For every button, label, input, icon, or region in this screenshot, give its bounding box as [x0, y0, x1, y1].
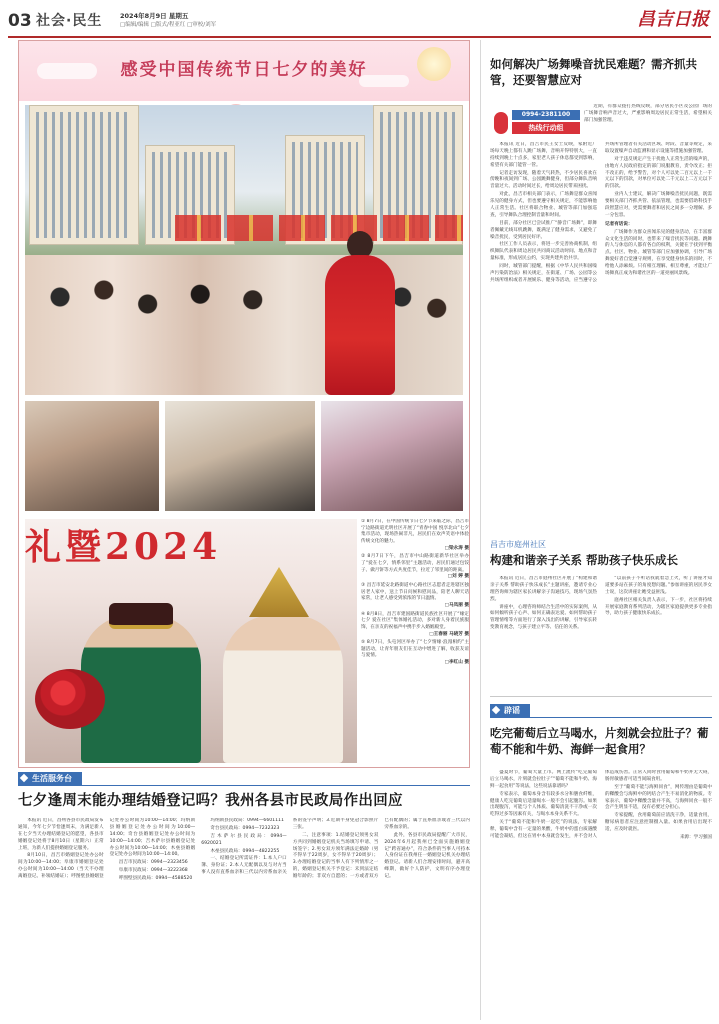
bouquet: [35, 669, 105, 729]
section-tag-label: 辟谣: [490, 704, 530, 717]
hotline-label: 热线行动组: [512, 122, 580, 134]
hotline-badge: [490, 104, 582, 138]
phone-icon: [494, 112, 508, 134]
phone-line: 呼图壁县民政局：0994—4588520: [118, 876, 193, 882]
paragraph: 本报讯 近日，昌州各县市民政局发布通知，今年七夕节恰逢周末，为满足新人在七夕当天办理结婚登记的愿望，各县市婚姻登记处将于8月10日（星期六）正常上班，为新人们提供婚姻登记服务。: [18, 818, 104, 851]
spread-banner: [19, 41, 469, 101]
paragraph: 对此，昌吉市相关部门表示，广场舞是群众喜闻乐见的健身方式，但也要遵守相关规定，不能影响他人正常生活。社区将联合物业、城管等部门加强巡查，引导舞队合理控制音量和时间。: [490, 192, 597, 218]
phone-line: 阜康市民政局：0994—3222368: [118, 868, 188, 874]
bride: [223, 615, 343, 763]
phone-line: 玛纳斯县民政局：0994—6601111: [210, 818, 284, 823]
groom-hat: [109, 603, 173, 629]
caption-4: ④ 8月8日，昌吉市建国路街道民族社区开展了“缘定七夕 爱在社区”集体婚礼活动，多对新人身着民族服饰，在亲友的祝福声中携手步入婚姻殿堂。 □王春丽 马晓芳 摄: [361, 611, 469, 637]
section-tag-services: [18, 772, 470, 786]
wedding-backdrop-text: 礼暨2024: [25, 526, 222, 568]
divider: [490, 696, 712, 697]
paragraph: 记者走访发现，随着天气转热，不少居民喜欢在傍晚和夜间到广场、公园跳舞健身，但部分舞队音响音量过大、活动时间过长，给周边居民带来困扰。: [490, 170, 597, 190]
photo-dumpling-activity: [25, 401, 159, 511]
paragraph: 社区工作人员表示，将进一步完善协商机制，组织舞队代表和周边居民共同商议活动时间、地点和音量标准，形成居民公约，实现共建共治共享。: [490, 242, 597, 262]
paragraph: 本报讯 近日，昌吉市民王女士反映，家附近广场每天晚上都有人跳广场舞，音响开得特别大，一直持续到晚上十点多，家里老人孩子休息都受到影响，希望有关部门能管一管。: [490, 142, 597, 168]
paragraph: 对于违反规定产生干扰他人正常生活的噪声的，由地方人民政府指定的部门说服教育，责令改正；拒不改正的，给予警告，对个人可以处二百元以上一千元以下的罚款，对单位可以处二千元以上二万元以下的罚款。: [605, 156, 712, 190]
photo-festival-women: [321, 401, 463, 511]
caption-5: ⑤ 8月7日，头屯河区举办了“七夕情缘·浪漫相约”主题活动，让青年朋友们在互动中增进了解，收获友谊与爱情。 □李红山 摄: [361, 640, 469, 666]
page-header: [8, 4, 711, 38]
source-credit: 来源：学习强国: [679, 835, 712, 841]
phone-line: 木垒县民政局：0994—4822255: [210, 848, 280, 854]
photo-elderly-visit: [165, 401, 315, 511]
article3-body: [490, 770, 712, 1012]
paragraph: 二、注意事项：1.结婚登记须男女双方共同到婚姻登记机关当场填写申请、当场签字；2.男女双方须年满法定婚龄（男不得早于22周岁，女不得早于20周岁）；3.办理结婚登记的当事人有下列情形之一的，婚姻登记机关不予登记：未到法定结婚年龄的；非双方自愿的；一方或者双方已有配偶的；属于直系血亲或者三代以内旁系血亲的。: [292, 818, 470, 880]
section-tag-label: 生活服务台: [18, 772, 82, 785]
dancer-red-dress: [325, 255, 395, 395]
building: [29, 105, 139, 245]
paragraph: 目前，部分社区已尝试推广“静音广场舞”，即舞者佩戴无线耳机跳舞，既满足了健身需求，又避免了噪音扰民，受到居民好评。: [490, 220, 597, 240]
phone-line: 昌吉市民政局：0994—2323456: [118, 860, 188, 866]
page-number: 03: [8, 11, 32, 31]
caption-3: ③ 昌吉市延安北路街道中心路社区志愿者走进辖区独居老人家中，送上节日问候和慰问品，陪老人聊天话家常，让老人感受到浓浓的节日温情。 □马凤丽 摄: [361, 582, 469, 608]
paragraph: 盛夏时节，葡萄大量上市。网上流传“吃完葡萄后立马喝水，片刻就会拉肚子”“葡萄不能和牛奶、海鲜一起食用”等说法，这些说法靠谱吗？: [490, 770, 597, 789]
paragraph: 专家提醒，食用葡萄前应清洗干净，适量食用，糖尿病患者应注意控制摄入量。如果食用后出现不适，应及时就医。: [605, 813, 712, 833]
reporter-note-label: 记者有话说：: [605, 221, 633, 227]
photo-group-wedding: [25, 519, 357, 763]
photo-spread: [18, 40, 470, 768]
editor-credits: □编辑/编辑 □版式/程亚红 □审校/刘军: [120, 22, 217, 28]
photo-square-dance: [25, 105, 463, 395]
phone-line: 奇台县民政局：0994—7232323: [210, 825, 280, 831]
article2-kicker: 昌吉市庭州社区: [490, 540, 546, 549]
column-divider: [480, 40, 481, 1020]
issue-date: 2024年8月9日 星期五: [120, 12, 189, 20]
paragraph: 广场舞作为群众喜闻乐见的健身活动，在丰富群众文化生活的同时，也带来了噪音扰民等问题。跳舞的人与休息的人都有各自的权利，关键在于找到平衡点。社区、物业、城管等部门应加强协调，引导广场舞爱好者自觉遵守规则，在享受健身快乐的同时，不给他人添麻烦。只有相互理解、相互尊重，才能让广场舞真正成为和谐社区的一道亮丽风景线。: [605, 229, 712, 277]
paragraph: 一、结婚登记所需证件：1.本人户口簿、身份证；2.本人无配偶以及与对方当事人没有直系血亲和三代以内旁系血亲关系的签字声明；3.近期半身免冠合影照片三张。: [201, 818, 379, 876]
article1-headline: 如何解决广场舞噪音扰民难题？需齐抓共管，还要智慧应对: [490, 57, 697, 88]
bunting-flags: [175, 215, 463, 241]
services-headline: 七夕逢周末能办理结婚登记吗？我州各县市民政局作出回应: [18, 793, 403, 809]
paragraph: 业内人士建议，解决广场舞噪音扰民问题，既需要相关部门齐抓共管、依法管理，也需要借助科技手段智慧应对，更需要舞者和居民之间多一分理解、多一分包容。: [605, 192, 712, 218]
article2-body: [490, 576, 712, 688]
newspaper-logo: 昌吉日报: [637, 9, 709, 30]
caption-2: ② 8月7日下午，昌吉市中山路街道新华社区举办了“爱在七夕，情系邻里”主题活动，居民们通过包饺子、做月饼等方式共度佳节，拉近了邻里间的距离。 □刘 婷 摄: [361, 554, 469, 580]
crowd: [25, 255, 463, 395]
article3-headline: 吃完葡萄后立马喝水，片刻就会拉肚子？葡萄不能和牛奶、海鲜一起食用？: [490, 726, 709, 756]
caption-1: ① 8月7日，在中国传统节日七夕节来临之际，昌吉市宁边路街道光明社区开展了“青春中国 悦享北山”七夕集市活动，现场热闹非凡，居民们在欢声笑语中体验传统文化的魅力。 □梁永涛 摄: [361, 519, 469, 551]
paragraph: 此外，各县市民政局提醒广大市民，2024年6月起我州已全面实施婚姻登记“跨省通办”，符合条件的当事人可持本人身份证在我州任一婚姻登记机关办理结婚登记。请新人们合理安排时间，避开高峰期，做好个人防护，文明有序办理登记。: [384, 832, 470, 880]
paragraph: “以前孩子不听话我就着急上火，听了讲座才知道要多站在孩子的角度想问题。”参加讲座的居民李女士说，这次讲座让她受益匪浅。: [605, 576, 712, 595]
services-article-body: [18, 818, 470, 1016]
paragraph: 同时，城管部门提醒，根据《中华人民共和国噪声污染防治法》相关规定，在街道、广场、公园等公共场所组织或者开展娱乐、健身等活动，应当遵守公共场所管理者有关活动区域、时段、音量等规定，采取设置噪声自动监测和显示设施等措施加强管理。: [490, 142, 712, 283]
paragraph: 本报讯 近日，昌吉市庭州社区开展了“构建和谐亲子关系 帮助孩子快乐成长”主题讲座，邀请专业心理咨询师为辖区家长讲解亲子沟通技巧，现场气氛热烈。: [490, 576, 597, 602]
photo-captions: [361, 519, 469, 763]
section-title: 社会·民生: [36, 13, 103, 29]
paragraph: 8月10日，昌吉市婚姻登记处办公时间为10:00—14:00；阜康市婚姻登记处办公时间为10:00—14:00（当天不办理离婚登记、补领结婚证）；呼图壁县婚姻登记处办公时间为10:00—14:00；玛纳斯县婚姻登记处办公时间为10:00—14:00；奇台县婚姻登记处办公时间为10:00—14:00；吉木萨尔县婚姻登记处办公时间为10:00—14:00；木垒县婚姻登记处办公时间为10:00—14:00。: [18, 818, 196, 880]
paragraph: 庭州社区相关负责人表示，下一步，社区将持续开展家庭教育系列活动，为辖区家庭提供更多专业指导，助力孩子健康快乐成长。: [605, 597, 712, 617]
article1-intro: [584, 104, 712, 140]
bride-crown: [249, 567, 309, 617]
paragraph: 至于“葡萄不能与海鲜同食”，网传理由是葡萄中的鞣酸会与海鲜中的钙结合产生不易消化的物质。专家表示，葡萄中鞣酸含量并不高，与海鲜同食一般不会产生明显不适，没有必要过分担心。: [605, 784, 712, 811]
paragraph: 近期，有群众拨打热线反映，部分居民小区及公园广场的广场舞音响声音过大，严重影响周边居民正常生活，希望相关部门加强管理。: [584, 104, 712, 123]
paragraph: 关于“葡萄不能和牛奶一起吃”的说法，专家解释，葡萄中含有一定量的果酸，牛奶中的蛋白质遇酸可能会凝结，但这在胃中本身就会发生，并不会对人体造成伤害。正常人同时食用葡萄和牛奶并无大碍，肠胃敏感者可适当间隔食用。: [490, 770, 712, 840]
spread-title: 感受中国传统节日七夕的美好: [120, 60, 368, 80]
section-tag-rumor: [490, 704, 712, 718]
article2-headline: 构建和谐亲子关系 帮助孩子快乐成长: [490, 553, 679, 567]
hotline-number: 0994-2381100: [512, 110, 580, 120]
paragraph: 讲座中，心理咨询师结合生活中的实际案例，从如何倾听孩子心声、如何正确表达爱、如何帮助孩子管理情绪等方面进行了深入浅出的讲解，引导家长转变教育观念，与孩子建立平等、信任的关系。: [490, 604, 597, 631]
paragraph: 专家表示，葡萄本身含有较多水分和膳食纤维，健康人吃完葡萄后适量喝水一般不会引起腹泻。如果出现腹泻，可能与个人体质、葡萄清洗不干净或一次吃得过多等因素有关，与喝水本身关系不大。: [490, 791, 597, 818]
phone-line: 吉木萨尔县民政局：0994—6920021: [201, 833, 287, 846]
article1-body: [490, 142, 712, 442]
